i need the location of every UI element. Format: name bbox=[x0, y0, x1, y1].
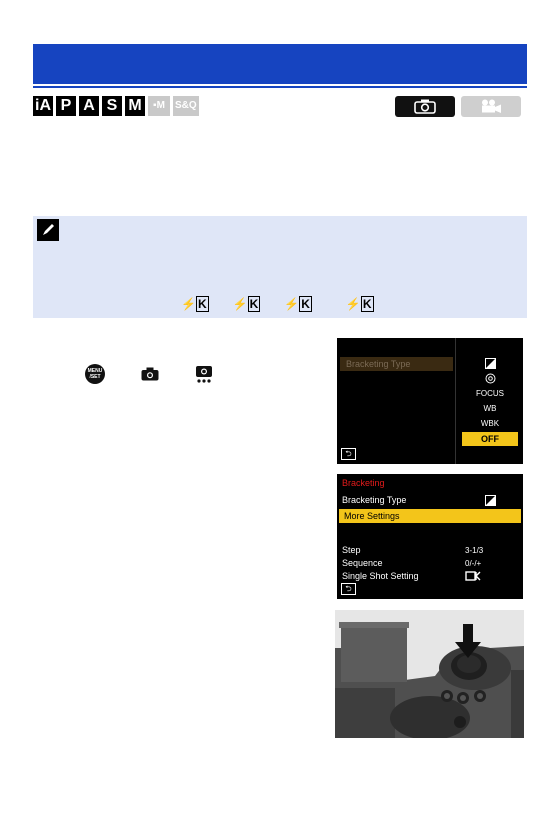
back-icon[interactable]: ⮌ bbox=[341, 448, 356, 460]
camera-body-illustration bbox=[335, 610, 524, 738]
camera-screen-bracketing-menu bbox=[337, 474, 523, 599]
tab-movie bbox=[461, 96, 521, 117]
movie-camera-small-icon: ▪ bbox=[153, 100, 157, 111]
menu-path-icons bbox=[85, 364, 213, 384]
tab-photo bbox=[395, 96, 455, 117]
mode-badge-ia: iA bbox=[35, 97, 51, 114]
exposure-compensation-icon bbox=[485, 495, 496, 506]
mode-badge-m: M bbox=[125, 96, 145, 116]
pencil-icon bbox=[37, 219, 59, 241]
mode-badge-sq: S&Q bbox=[173, 96, 199, 116]
camera-top-drawing bbox=[335, 610, 524, 738]
mode-badge-movie-m: ▪M bbox=[148, 96, 170, 116]
movie-camera-icon bbox=[480, 99, 502, 114]
exposure-compensation-icon bbox=[485, 358, 496, 369]
bracket-k-icon: ⚡ K bbox=[284, 297, 310, 311]
single-shot-icon bbox=[465, 570, 481, 582]
setting-step-label: Step bbox=[342, 545, 361, 555]
camera-icon bbox=[141, 367, 159, 381]
mode-badge-s: S bbox=[102, 96, 122, 116]
camera-settings-icon bbox=[195, 364, 213, 384]
back-icon[interactable]: ⮌ bbox=[341, 583, 356, 595]
bracketing-type-item[interactable]: Bracketing Type bbox=[340, 357, 453, 371]
mode-badges bbox=[33, 96, 199, 116]
menu-title: Bracketing bbox=[342, 478, 385, 488]
option-off[interactable]: OFF bbox=[462, 432, 518, 446]
option-exposure-bracket[interactable] bbox=[462, 357, 518, 370]
menu-set-icon: MENU /SET bbox=[85, 364, 105, 384]
setting-step-value: 3-1/3 bbox=[465, 546, 484, 555]
media-tabs bbox=[395, 96, 521, 117]
option-wb-color-temp-bracket[interactable]: WBK bbox=[480, 419, 500, 428]
camera-screen-bracketing-type bbox=[337, 338, 523, 464]
option-aperture-bracket[interactable] bbox=[462, 372, 518, 385]
mode-badge-a: A bbox=[79, 96, 99, 116]
option-wb-bracket[interactable]: WB bbox=[483, 404, 497, 413]
menu-item-more-settings[interactable]: More Settings bbox=[339, 509, 521, 523]
photo-camera-icon bbox=[414, 99, 436, 114]
section-header-bar bbox=[33, 44, 527, 84]
setting-single-shot-label: Single Shot Setting bbox=[342, 571, 419, 581]
screen-divider bbox=[455, 338, 456, 464]
option-focus-bracket[interactable]: FOCUS bbox=[476, 389, 504, 398]
bracket-k-icon: ⚡ K bbox=[181, 297, 207, 311]
mode-badge-p: P bbox=[56, 96, 76, 116]
note-bracket-icons bbox=[181, 296, 398, 312]
bracket-k-icon: ⚡ K bbox=[232, 297, 259, 311]
bracket-k-icon: ⚡ K bbox=[345, 297, 372, 311]
note-box bbox=[33, 216, 527, 318]
setting-sequence-value: 0/-/+ bbox=[465, 559, 482, 568]
menu-item-bracketing-type[interactable]: Bracketing Type bbox=[342, 493, 517, 507]
setting-sequence-label: Sequence bbox=[342, 558, 383, 568]
aperture-icon bbox=[485, 373, 496, 384]
section-header-underline bbox=[33, 86, 527, 88]
